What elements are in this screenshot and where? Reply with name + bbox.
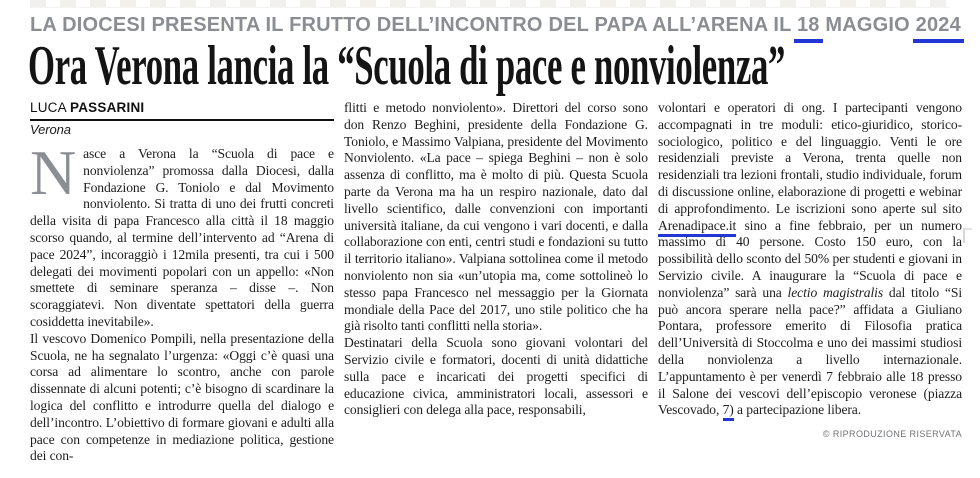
paragraph (658, 100, 962, 419)
kicker-ink-annotated-text: 2024 (913, 14, 964, 43)
body-text: Il vescovo Domenico Pompili, nella presentazione della Scuola, ne ha segnalato l’urgenza: «Oggi c’è quasi una corsa ad alimentare lo scontro, anche con parole dissennate di alcuni potenti; c’è bisogno di scardinare la logica del conflitto e introdurre quella del dialogo e dell’incontro. L’obiettivo di formare giovani e adulti alla pace con competenze in mediazione politica, gestione dei con- (30, 330, 334, 464)
paragraph (344, 335, 648, 419)
body-text: Destinatari della Scuola sono giovani volontari del Servizio civile e formatori, docenti di unità didattiche sulla pace e incaricati dei progetti specifici di educazione civica, amministratori locali, assessori e consiglieri con delega alla pace, responsabili, (344, 335, 648, 418)
body-text: sino a fine febbraio, per un numero massimo di 40 persone. Costo 150 euro, con la possibilità dello sconto del 50% per studenti e giovani in Servizio civile. A inaugurare la “Scuola di pace e nonviolenza” sarà una (658, 217, 962, 300)
byline-author-last: PASSARINI (70, 100, 145, 115)
body-text: flitti e metodo nonviolento». Direttori del corso sono don Renzo Beghini, presidente della Fondazione G. Toniolo, e Massimo Valpiana, presidente del Movimento Nonviolento. «La pace – spiega Beghini – non è solo assenza di conflitto, ma è molto di più. Questa Scuola parte da Verona ma ha un respiro nazionale, dato dal livello scientifico, dalle convenzioni con importanti università italiane, da cui vengono i vari docenti, e dalla collaborazione con enti, centri studi e fondazioni su tutto il territorio italiano». Valpiana sottolinea come il metodo nonviolento non sia «un’utopia ma, come sottolineò lo stesso papa Francesco nel messaggio per la Giornata mondiale della Pace del 2017, uno stile politico che ha già risolto tanti conflitti nella storia». (344, 100, 648, 334)
headline: Ora Verona lancia la “Scuola di pace e nonviolenza” (28, 35, 786, 97)
byline (30, 100, 334, 138)
body-text: a partecipazione libera. (733, 402, 862, 418)
drop-cap: N (30, 137, 77, 208)
article-column-2 (344, 100, 648, 465)
paragraph (30, 331, 334, 465)
byline-author (30, 100, 334, 121)
body-text: asce a Verona la “Scuola di pace e nonviolenza” promossa dalla Diocesi, dalla Fondazione G. Toniolo e dal Movimento nonviolento. Si tratta di uno dei frutti concreti della visita di papa Francesco alla città il 18 maggio scorso quando, al termine dell’intervento ad “Arena di pace 2024”, incoraggiò i 12mila presenti, tra cui i 500 delegati dei movimenti popolari con un appello: «Non smettete di seminare speranza – disse –. Non scoraggiatevi. Non diventate spettatori della guerra cosiddetta inevitabile». (30, 146, 334, 329)
kicker-ink-annotated-text: 18 (794, 14, 823, 43)
body-text: dal titolo “Si può ancora sperare nella pace?” affidata a Giuliano Pontara, professore emerito di Filosofia pratica dell’Università di Stoccolma e uno dei massimi studiosi della nonviolenza a livello internazionale. L’appuntamento è per venerdì 7 febbraio alle 18 presso il Salone dei vescovi dell’episcopio veronese (piazza Vescovado, (658, 284, 963, 418)
kicker-text: LA DIOCESI PRESENTA IL FRUTTO DELL’INCONTRO DEL PAPA ALL’ARENA IL (30, 14, 797, 36)
article-body (30, 100, 962, 465)
byline-author-first: LUCA (30, 100, 71, 115)
ink-annotated-text: 7) (723, 402, 734, 421)
paragraph (344, 100, 648, 335)
ink-annotated-text: Arenadipace.it (658, 218, 736, 237)
article-column-3 (658, 100, 962, 465)
paragraph (30, 137, 334, 331)
kicker (30, 13, 970, 37)
article-column-1 (30, 100, 334, 465)
italic-text: lectio magistralis (787, 284, 884, 300)
body-text: volontari e operatori di ong. I partecipanti vengono accompagnati in tre moduli: etico-giuridico, storico-sociologico, politico e del linguaggio. Venti le ore residenziali previste a Verona, trenta quelle non residenziali tra lezioni frontali, studio individuale, forum di discussione online, elaborazione di progetti e webinar di approfondimento. Le iscrizioni sono aperte sul sito (658, 100, 962, 216)
kicker-text: MAGGIO (819, 14, 916, 36)
byline-location: Verona (30, 122, 71, 137)
right-edge-scan-artifact (963, 228, 972, 243)
copyright-notice: © RIPRODUZIONE RISERVATA (822, 429, 962, 440)
top-edge-scan-artifact (30, 0, 950, 8)
